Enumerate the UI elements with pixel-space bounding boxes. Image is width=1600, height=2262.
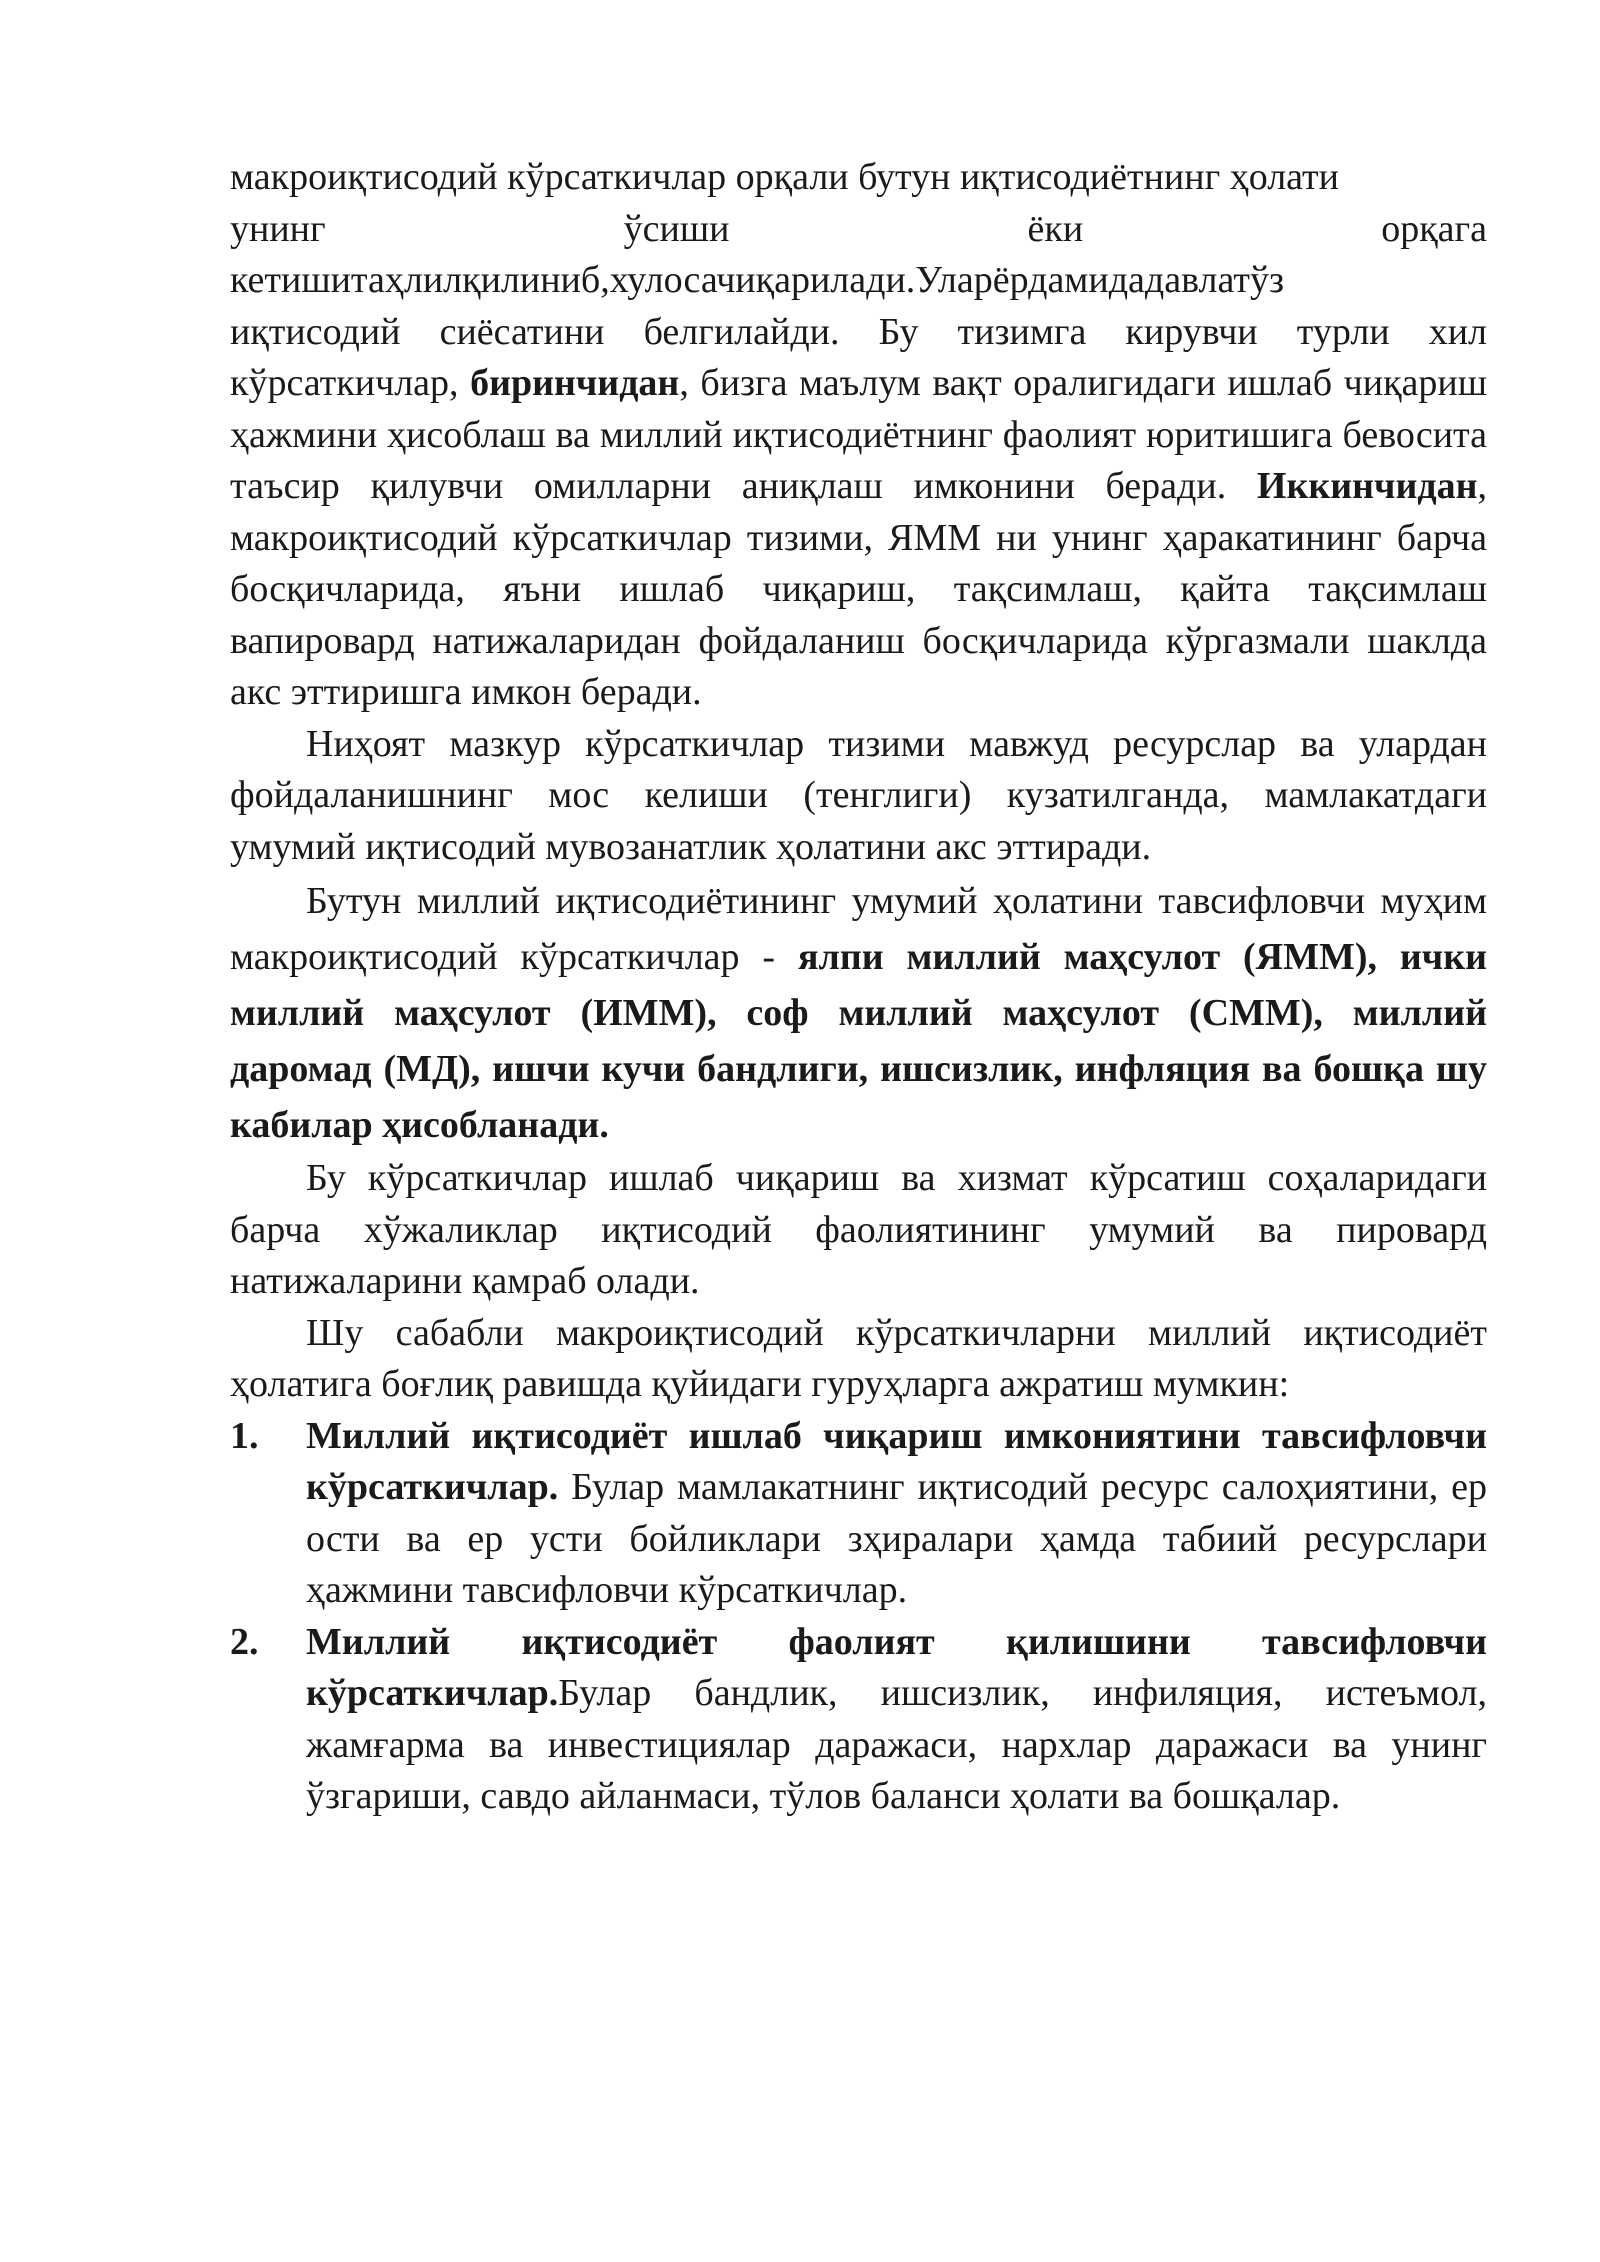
intro-bold-firstly: биринчидан [470,362,680,404]
intro-text-a: иқтисодий сиёсатини белгилайди. Бу тизимга кирувчи турли хил кўрсаткичлар, [230,310,1487,404]
intro-bold-secondly: Иккинчидан [1256,465,1478,507]
list-item-number: 2. [230,1620,259,1663]
indicators-text: Бутун миллий иқтисодиётининг умумий ҳолатини тавсифловчи муҳим макроиқтисодий кўрсаткичлар - [230,880,1487,978]
indicators-bold-list: ялпи миллий маҳсулот (ЯММ), ички миллий маҳсулот (ИММ), соф миллий маҳсулот (СММ), миллий даромад (МД), ишчи кучи бандлиги, ишсизлик, инфляция ва бошқа шу кабилар ҳисобланади. [230,936,1488,1146]
paragraph-equilibrium: Ниҳоят мазкур кўрсаткичлар тизими мавжуд ресурслар ва улардан фойдаланишнинг мос келиши (тенглиги) кузатилганда, мамлакатдаги умумий иқтисодий мувозанатлик ҳолатини акс эттиради. [230,722,1487,868]
paragraph-intro [230,152,1487,719]
paragraph-indicators [230,873,1487,1153]
intro-text-b: , бизга маълум вақт оралигидаги ишлаб чиқариш ҳажмини ҳисоблаш ва миллий иқтисодиётнинг фаолият юритишига бевосита таъсир қилувчи омилларни аниқлаш имконини беради. [230,362,1487,507]
list-item-title: Миллий иқтисодиёт фаолият қилишини тавсифловчи кўрсаткичлар. [306,1620,1487,1714]
list-item-text: Булар мамлакатнинг иқтисодий ресурс салоҳиятини, ер ости ва ер усти бойликлари зҳиралари ҳамда табиий ресурслари ҳажмини тавсифловчи кўрсаткичлар. [306,1466,1487,1611]
intro-line-3: кетишитаҳлилқилиниб,хулосачиқарилади.Уларёрдамидадавлатўз [230,259,1284,301]
intro-line-2: унинг ўсиши ёки орқага [230,207,1487,250]
document-page [230,152,1487,1823]
paragraph-coverage: Бу кўрсаткичлар ишлаб чиқариш ва хизмат кўрсатиш соҳаларидаги барча хўжаликлар иқтисодий фаолиятининг умумий ва пировард натижаларини қамраб олади. [230,1157,1487,1302]
intro-text-c: , макроиқтисодий кўрсаткичлар тизими, ЯММ ни унинг ҳаракатининг барча босқичларида, яъни ишлаб чиқариш, тақсимлаш, қайта тақсимлаш вапировард натижаларидан фойдаланиш босқичларида кўргазмали шаклда акс эттиришга имкон беради. [230,465,1487,713]
paragraph-groups: Шу сабабли макроиқтисодий кўрсаткичларни миллий иқтисодиёт ҳолатига боғлиқ равишда қуйидаги гуруҳларга ажратиш мумкин: [230,1311,1487,1405]
list-item [230,1411,1487,1617]
list-item-title: Миллий иқтисодиёт ишлаб чиқариш имкониятини тавсифловчи кўрсаткичлар. [306,1414,1487,1508]
list-item [230,1617,1487,1823]
list-item-number: 1. [230,1414,259,1457]
indicator-groups-list [230,1411,1487,1823]
intro-line-1: макроиқтисодий кўрсаткичлар орқали бутун иқтисодиётнинг ҳолати [230,156,1339,198]
list-item-text: Булар бандлик, ишсизлик, инфиляция, истеъмол, жамғарма ва инвестициялар даражаси, нархлар даражаси ва унинг ўзгариши, савдо айланмаси, тўлов баланси ҳолати ва бошқалар. [306,1672,1487,1817]
